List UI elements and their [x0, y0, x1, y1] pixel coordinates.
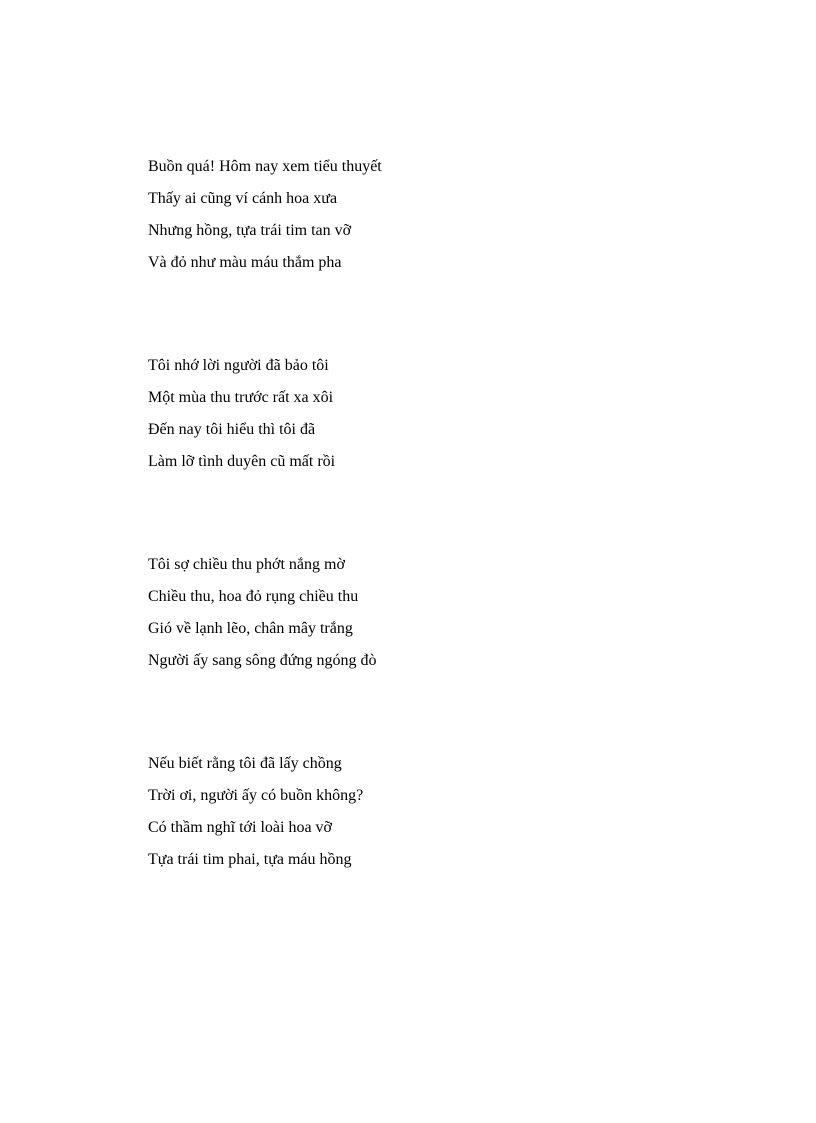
poem-line: Buồn quá! Hôm nay xem tiểu thuyết	[148, 158, 382, 175]
poem-line: Tôi sợ chiều thu phớt nắng mờ	[148, 556, 345, 573]
poem-stanza-1	[148, 151, 668, 279]
poem-line: Nếu biết rằng tôi đã lấy chồng	[148, 755, 342, 772]
poem-line: Tựa trái tim phai, tựa máu hồng	[148, 851, 352, 868]
poem-line: Người ấy sang sông đứng ngóng đò	[148, 652, 377, 669]
poem-stanza-2	[148, 350, 668, 478]
poem-line: Tôi nhớ lời người đã bảo tôi	[148, 357, 329, 374]
poem-line: Và đỏ như màu máu thắm pha	[148, 254, 342, 271]
poem-line: Thấy ai cũng ví cánh hoa xưa	[148, 190, 338, 207]
poem-stanza-4	[148, 748, 668, 876]
poem-line: Chiều thu, hoa đỏ rụng chiều thu	[148, 588, 359, 605]
poem-line: Đến nay tôi hiểu thì tôi đã	[148, 421, 316, 438]
poem-line: Nhưng hồng, tựa trái tim tan vỡ	[148, 222, 352, 239]
poem-line: Gió về lạnh lẽo, chân mây trắng	[148, 620, 353, 637]
poem-line: Có thầm nghĩ tới loài hoa vỡ	[148, 819, 333, 836]
poem-line: Trời ơi, người ấy có buồn không?	[148, 787, 364, 804]
poem-line: Một mùa thu trước rất xa xôi	[148, 389, 334, 406]
poem-line: Làm lỡ tình duyên cũ mất rồi	[148, 453, 336, 470]
poem-stanza-3	[148, 549, 668, 677]
